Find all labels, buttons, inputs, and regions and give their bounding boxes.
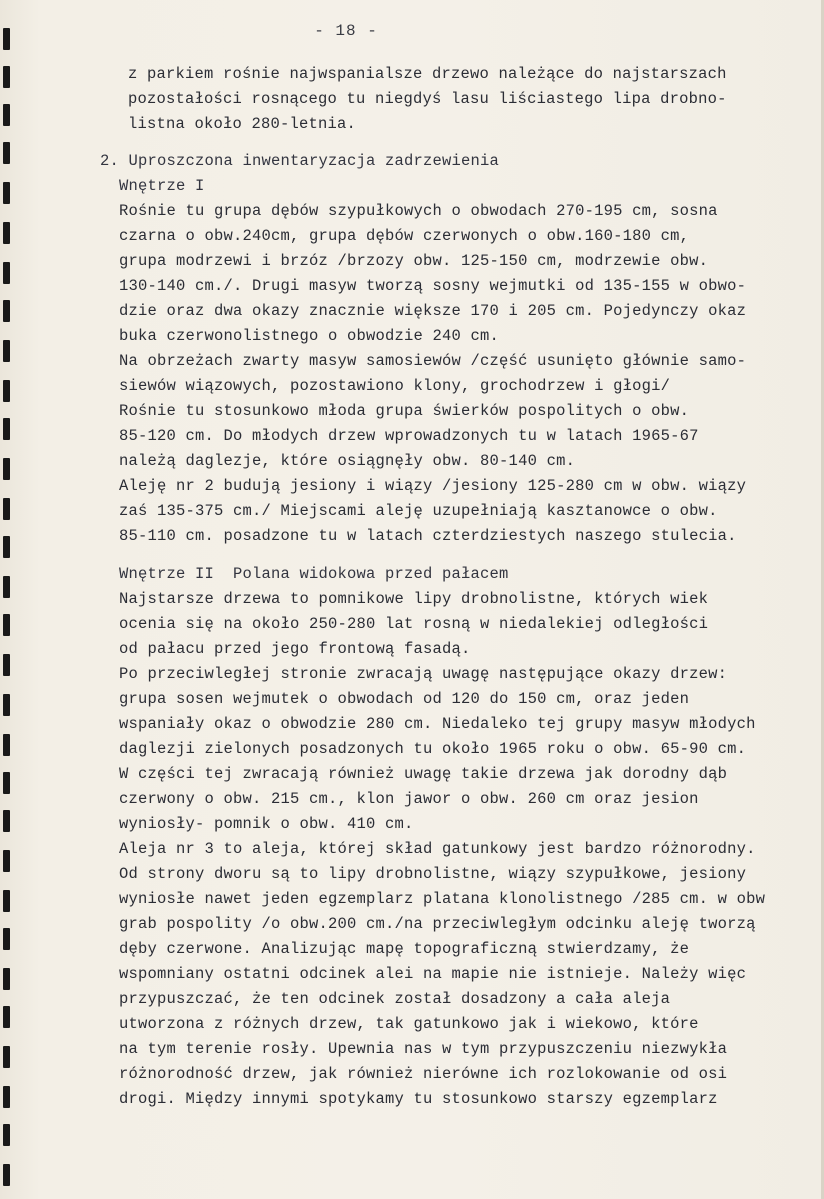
text-line: Na obrzeżach zwarty masyw samosiewów /część usunięto głównie samo- <box>119 352 747 370</box>
text-line: drogi. Między innymi spotykamy tu stosunkowo starszy egzemplarz <box>119 1090 718 1108</box>
subsection-heading: Wnętrze II Polana widokowa przed pałacem <box>119 565 509 583</box>
text-line: ocenia się na około 250-280 lat rosną w niedalekiej odległości <box>119 615 709 633</box>
binding-hole <box>3 694 10 716</box>
binding-hole <box>3 340 10 362</box>
text-line: na tym terenie rosły. Upewnia nas w tym przypuszczeniu niezwykła <box>119 1040 728 1058</box>
text-line: wyniosłe nawet jeden egzemplarz platana klonolistnego /285 cm. w obw <box>119 890 766 908</box>
page-number: - 18 - <box>314 22 378 40</box>
binding-hole <box>3 142 10 164</box>
text-line: czarna o obw.240cm, grupa dębów czerwonych o obw.160-180 cm, <box>119 227 690 245</box>
text-line: listna około 280-letnia. <box>128 115 357 133</box>
text-line: dęby czerwone. Analizując mapę topograficzną stwierdzamy, że <box>119 940 690 958</box>
binding-hole <box>3 1006 10 1028</box>
text-line: 85-110 cm. posadzone tu w latach czterdziestych naszego stulecia. <box>119 527 737 545</box>
binding-hole <box>3 654 10 676</box>
text-line: grab pospolity /o obw.200 cm./na przeciwległym odcinku aleję tworzą <box>119 915 756 933</box>
text-line: buka czerwonolistnego o obwodzie 240 cm. <box>119 327 500 345</box>
text-line: Rośnie tu grupa dębów szypułkowych o obwodach 270-195 cm, sosna <box>119 202 718 220</box>
text-line: różnorodność drzew, jak również nierówne ich rozlokowanie od osi <box>119 1065 728 1083</box>
binding-hole <box>3 890 10 912</box>
text-line: wyniosły- pomnik o obw. 410 cm. <box>119 815 414 833</box>
binding-hole <box>3 498 10 520</box>
binding-hole <box>3 1086 10 1108</box>
text-line: grupa modrzewi i brzóz /brzozy obw. 125-150 cm, modrzewie obw. <box>119 252 709 270</box>
binding-hole <box>3 1046 10 1068</box>
text-line: wspomniany ostatni odcinek alei na mapie nie istnieje. Należy więc <box>119 965 747 983</box>
text-line: czerwony o obw. 215 cm., klon jawor o obw. 260 cm oraz jesion <box>119 790 699 808</box>
binding-hole <box>3 458 10 480</box>
binding-hole <box>3 850 10 872</box>
binding-hole <box>3 418 10 440</box>
binding-hole <box>3 182 10 204</box>
binding-hole <box>3 968 10 990</box>
text-line: 85-120 cm. Do młodych drzew wprowadzonych tu w latach 1965-67 <box>119 427 699 445</box>
section-heading: 2. Uproszczona inwentaryzacja zadrzewienia <box>100 152 500 170</box>
text-line: należą daglezje, które osiągnęły obw. 80-140 cm. <box>119 452 576 470</box>
text-line: siewów wiązowych, pozostawiono klony, grochodrzew i głogi/ <box>119 377 671 395</box>
text-line: 130-140 cm./. Drugi masyw tworzą sosny wejmutki od 135-155 w obwo- <box>119 277 747 295</box>
text-line: z parkiem rośnie najwspanialsze drzewo należące do najstarszach <box>128 65 727 83</box>
text-line: pozostałości rosnącego tu niegdyś lasu liściastego lipa drobno- <box>128 90 727 108</box>
binding-hole <box>3 104 10 126</box>
text-line: grupa sosen wejmutek o obwodach od 120 do 150 cm, oraz jeden <box>119 690 690 708</box>
binding-hole <box>3 536 10 558</box>
binding-hole <box>3 222 10 244</box>
binding-hole <box>3 614 10 636</box>
binding-hole <box>3 1124 10 1146</box>
binding-hole <box>3 772 10 794</box>
binding-hole <box>3 66 10 88</box>
text-line: Aleja nr 3 to aleja, której skład gatunkowy jest bardzo różnorodny. <box>119 840 756 858</box>
text-line: utworzona z różnych drzew, tak gatunkowo jak i wiekowo, które <box>119 1015 699 1033</box>
binding-holes <box>0 0 14 1199</box>
binding-hole <box>3 810 10 832</box>
text-line: Od strony dworu są to lipy drobnolistne, wiązy szypułkowe, jesiony <box>119 865 747 883</box>
text-line: dzie oraz dwa okazy znacznie większe 170 i 205 cm. Pojedynczy okaz <box>119 302 747 320</box>
binding-hole <box>3 1164 10 1186</box>
binding-hole <box>3 380 10 402</box>
text-line: wspaniały okaz o obwodzie 280 cm. Niedaleko tej grupy masyw młodych <box>119 715 756 733</box>
binding-hole <box>3 262 10 284</box>
text-line: Po przeciwległej stronie zwracają uwagę następujące okazy drzew: <box>119 665 728 683</box>
text-line: zaś 135-375 cm./ Miejscami aleję uzupełniają kasztanowce o obw. <box>119 502 718 520</box>
subsection-heading: Wnętrze I <box>119 177 205 195</box>
text-line: daglezji zielonych posadzonych tu około 1965 roku o obw. 65-90 cm. <box>119 740 747 758</box>
text-line: Aleję nr 2 budują jesiony i wiązy /jesiony 125-280 cm w obw. wiązy <box>119 477 747 495</box>
binding-hole <box>3 28 10 50</box>
binding-hole <box>3 576 10 598</box>
text-line: W części tej zwracają również uwagę takie drzewa jak dorodny dąb <box>119 765 728 783</box>
text-line: Rośnie tu stosunkowo młoda grupa świerków pospolitych o obw. <box>119 402 690 420</box>
text-line: przypuszczać, że ten odcinek został dosadzony a cała aleja <box>119 990 671 1008</box>
text-line: Najstarsze drzewa to pomnikowe lipy drobnolistne, których wiek <box>119 590 709 608</box>
binding-hole <box>3 928 10 950</box>
binding-hole <box>3 300 10 322</box>
text-line: od pałacu przed jego frontową fasadą. <box>119 640 471 658</box>
binding-hole <box>3 734 10 756</box>
